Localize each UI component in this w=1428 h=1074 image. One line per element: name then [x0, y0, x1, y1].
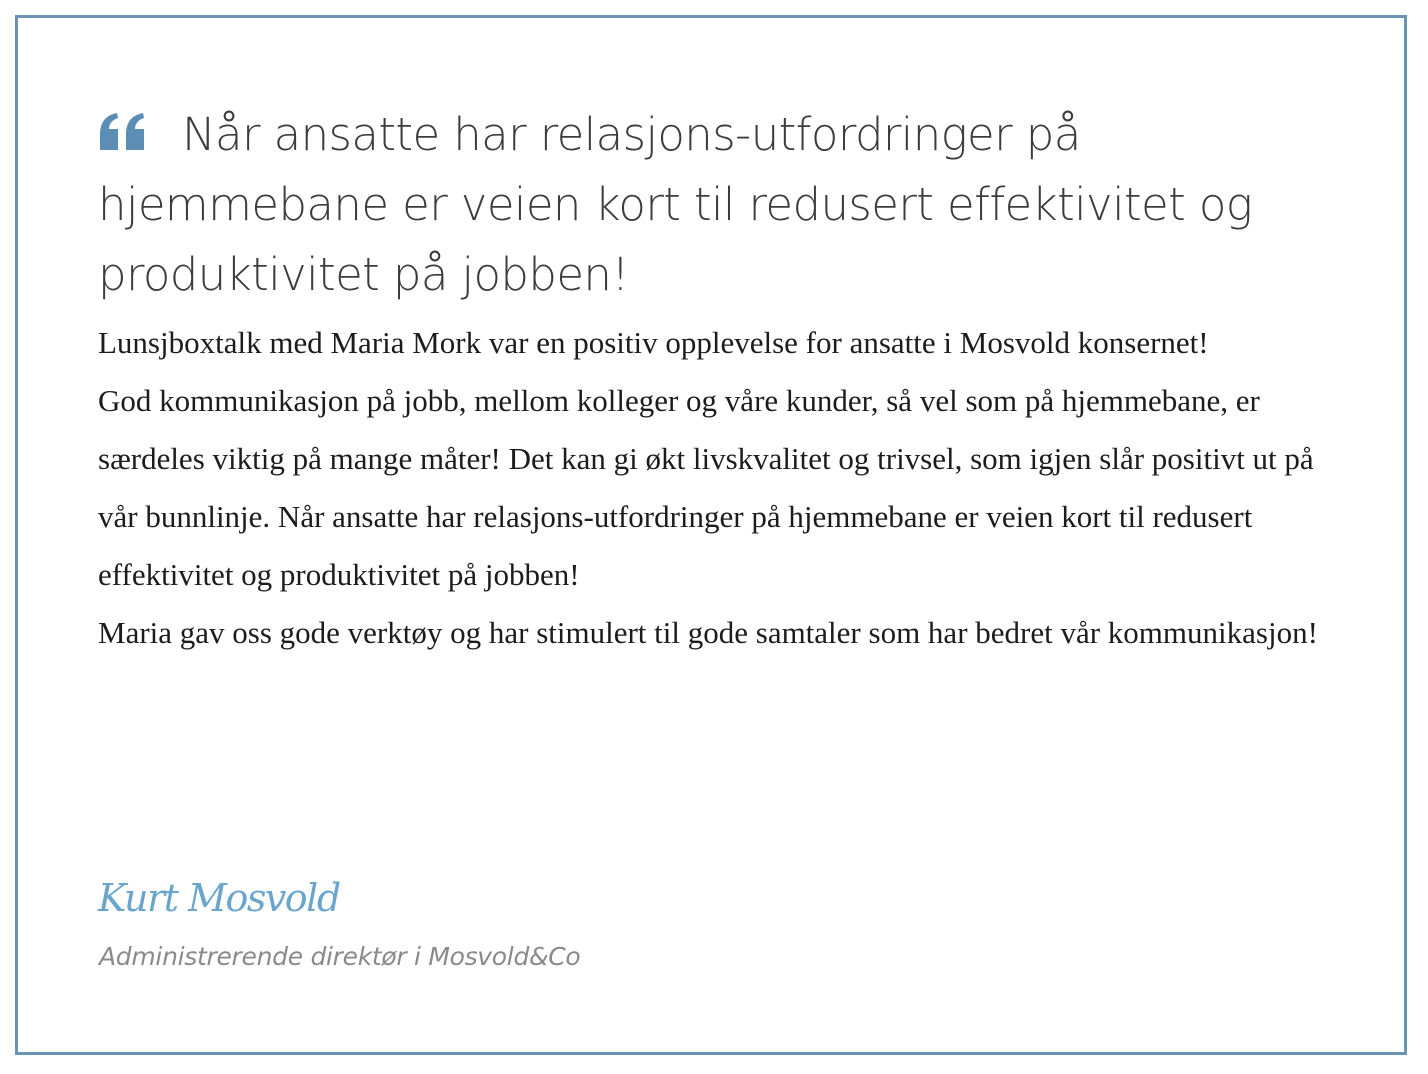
- testimonial-paragraph: Lunsjboxtalk med Maria Mork var en positiv opplevelse for ansatte i Mosvold konsernet!: [98, 325, 1209, 360]
- quote-block: [98, 100, 1358, 310]
- author-role: Administrerende direktør i Mosvold&Co: [99, 942, 581, 971]
- quote-left-icon: [98, 112, 148, 152]
- author-name: Kurt Mosvold: [98, 876, 340, 920]
- testimonial-body: [98, 314, 1318, 662]
- testimonial-paragraph: God kommunikasjon på jobb, mellom kolleger og våre kunder, så vel som på hjemmebane, er særdeles viktig på mange måter! Det kan gi økt livskvalitet og trivsel, som igjen slår positivt ut på vår bunnlinje. Når ansatte har relasjons-utfordringer på hjemmebane er veien kort til redusert effektivitet og produktivitet på jobben!: [98, 383, 1314, 592]
- testimonial-card: [15, 15, 1407, 1055]
- testimonial-paragraph: Maria gav oss gode verktøy og har stimulert til gode samtaler som har bedret vår kommunikasjon!: [98, 615, 1318, 650]
- testimonial-headline: Når ansatte har relasjons-utfordringer på hjemmebane er veien kort til redusert effektivitet og produktivitet på jobben!: [98, 108, 1253, 301]
- testimonial-content: [98, 100, 1358, 662]
